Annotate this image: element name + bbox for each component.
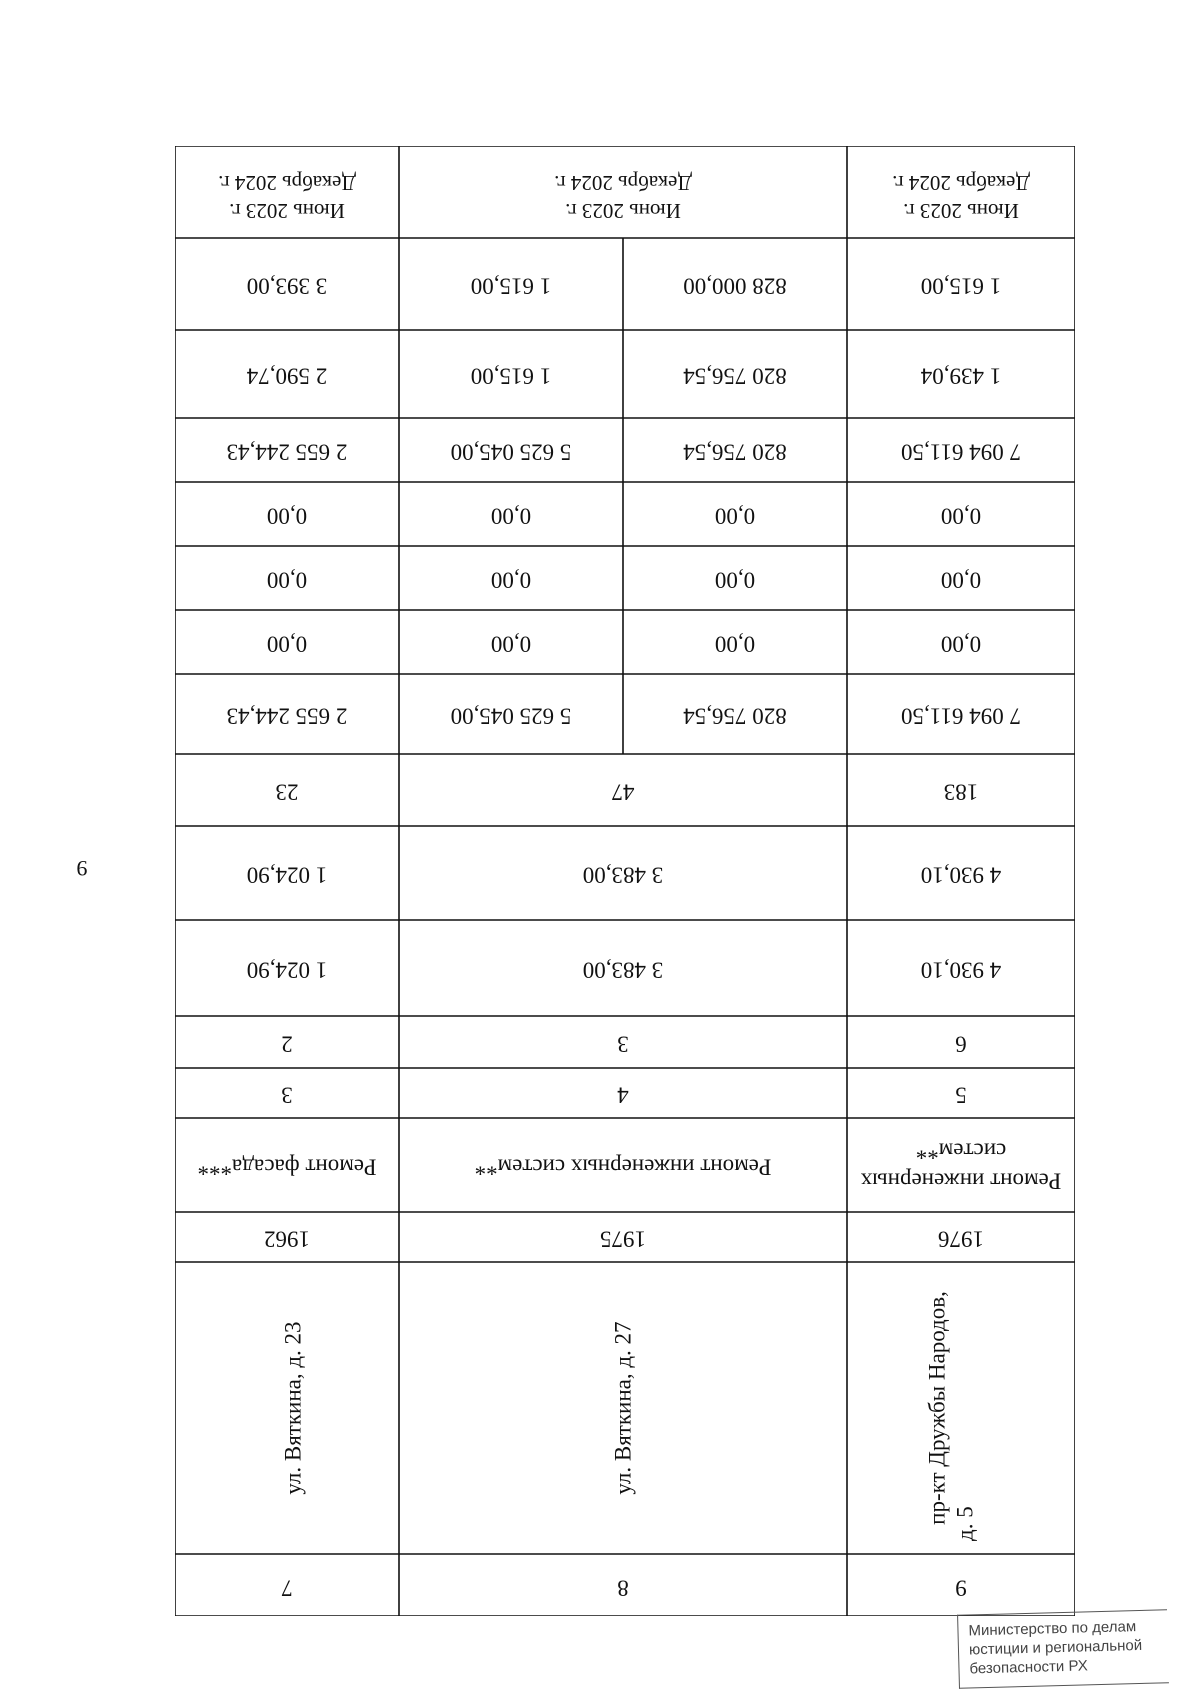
address: ул. Вяткина, д. 27 xyxy=(610,1321,636,1495)
zero-value: 0,00 xyxy=(266,567,308,593)
cost-fund: 5 625 045,00 xyxy=(450,439,572,465)
zero-value: 0,00 xyxy=(940,567,982,593)
area-living: 4 930,10 xyxy=(920,862,1002,888)
column-house-8 xyxy=(451,171,787,1601)
address: пр-кт Дружбы Народов, xyxy=(924,1291,950,1525)
row-number: 8 xyxy=(617,1575,629,1601)
unit-cost: 820 756,54 xyxy=(683,363,787,389)
row-number: 9 xyxy=(955,1575,967,1601)
residents: 23 xyxy=(275,779,299,805)
work-type: Ремонт фасада*** xyxy=(197,1154,377,1180)
area-living: 3 483,00 xyxy=(582,862,664,888)
column-house-7 xyxy=(197,171,376,1601)
work-type: Ремонт инженерных xyxy=(860,1168,1062,1194)
page-number: 9 xyxy=(76,856,88,881)
unit-cost: 2 590,74 xyxy=(246,363,328,389)
work-type: Ремонт инженерных систем** xyxy=(474,1154,772,1180)
period-end: Декабрь 2024 г. xyxy=(554,171,692,195)
period-start: Июнь 2023 г. xyxy=(565,199,681,223)
cost-fund: 2 655 244,43 xyxy=(226,439,348,465)
zero-value: 0,00 xyxy=(940,631,982,657)
build-year: 1962 xyxy=(264,1226,310,1252)
area-living: 1 024,90 xyxy=(246,862,328,888)
cost-total: 2 655 244,43 xyxy=(226,703,348,729)
build-year: 1976 xyxy=(938,1226,984,1252)
zero-value: 0,00 xyxy=(940,503,982,529)
document-table xyxy=(175,146,1075,1616)
floors-value: 2 xyxy=(281,1031,293,1057)
work-type: систем** xyxy=(915,1138,1007,1164)
period-start: Июнь 2023 г. xyxy=(903,199,1019,223)
floors-value: 6 xyxy=(955,1031,967,1057)
zero-value: 0,00 xyxy=(490,567,532,593)
zero-value: 0,00 xyxy=(714,631,756,657)
zero-value: 0,00 xyxy=(490,503,532,529)
zero-value: 0,00 xyxy=(714,567,756,593)
stamp-line: безопасности РХ xyxy=(969,1657,1089,1678)
period-end: Декабрь 2024 г. xyxy=(892,171,1030,195)
zero-value: 0,00 xyxy=(490,631,532,657)
official-stamp xyxy=(957,1609,1169,1688)
residents: 183 xyxy=(943,779,979,805)
residents: 47 xyxy=(611,779,635,805)
address: ул. Вяткина, д. 23 xyxy=(280,1321,306,1495)
area-total: 4 930,10 xyxy=(920,957,1002,983)
stamp-line: юстиции и региональной xyxy=(968,1636,1143,1659)
cost-total: 820 756,54 xyxy=(683,703,787,729)
unit-cost: 1 439,04 xyxy=(920,363,1002,389)
unit-cost: 1 615,00 xyxy=(470,363,552,389)
area-total: 3 483,00 xyxy=(582,957,664,983)
cost-fund: 820 756,54 xyxy=(683,439,787,465)
zero-value: 0,00 xyxy=(266,631,308,657)
cost-total: 7 094 611,50 xyxy=(901,703,1021,729)
row-number: 7 xyxy=(281,1575,293,1601)
limit-cost: 828 000,00 xyxy=(683,273,787,299)
column-house-9 xyxy=(860,171,1061,1601)
limit-cost: 1 615,00 xyxy=(920,273,1002,299)
limit-cost: 3 393,00 xyxy=(246,273,328,299)
zero-value: 0,00 xyxy=(266,503,308,529)
zero-value: 0,00 xyxy=(714,503,756,529)
entrances-value: 5 xyxy=(955,1082,967,1108)
address: д. 5 xyxy=(952,1506,978,1541)
area-total: 1 024,90 xyxy=(246,957,328,983)
cost-fund: 7 094 611,50 xyxy=(901,439,1021,465)
entrances-value: 3 xyxy=(281,1082,293,1108)
period-end: Декабрь 2024 г. xyxy=(218,171,356,195)
cost-total: 5 625 045,00 xyxy=(450,703,572,729)
limit-cost: 1 615,00 xyxy=(470,273,552,299)
build-year: 1975 xyxy=(600,1226,646,1252)
period-start: Июнь 2023 г. xyxy=(229,199,345,223)
entrances-value: 4 xyxy=(617,1082,629,1108)
floors-value: 3 xyxy=(617,1031,629,1057)
stamp-line: Министерство по делам xyxy=(968,1618,1137,1640)
